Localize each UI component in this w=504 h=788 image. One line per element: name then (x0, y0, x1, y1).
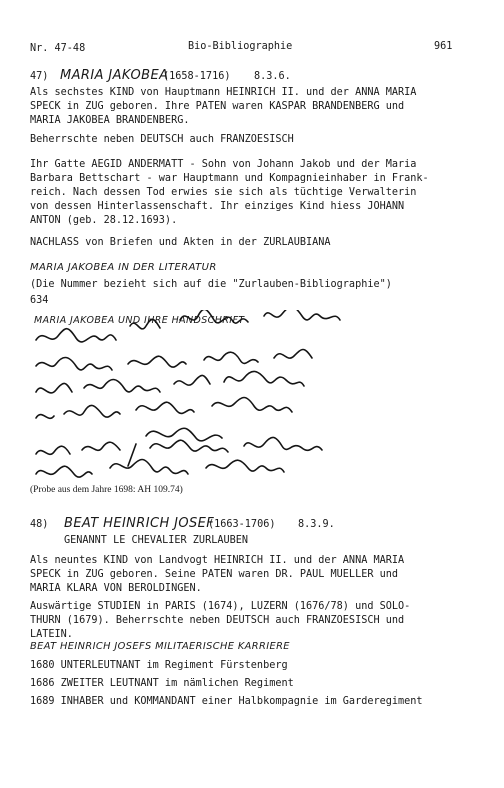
literature-note: (Die Nummer bezieht sich auf die "Zurlauben-Bibliographie") (30, 279, 392, 290)
text-line: ANTON (geb. 28.12.1693). (30, 215, 178, 226)
text-line: von dessen Hinterlassenschaft. Ihr einziges Kind hiess JOHANN (30, 201, 405, 212)
text-line: LATEIN. (30, 629, 73, 640)
career-heading: BEAT HEINRICH JOSEFS MILITAERISCHE KARRIERE (30, 641, 290, 652)
running-head-title: Bio-Bibliographie (188, 41, 293, 52)
page-number: 961 (434, 41, 453, 52)
handwriting-sample-image (26, 310, 478, 480)
entry-47-spouse-paragraph (30, 158, 476, 228)
running-head-left: Nr. 47-48 (30, 43, 86, 54)
entry-48-studies-paragraph (30, 600, 476, 642)
entry-47-birth-paragraph (30, 86, 476, 128)
text-line: MARIA JAKOBEA BRANDENBERG. (30, 115, 190, 126)
text-line: Beherrschte neben DEUTSCH auch FRANZOESISCH (30, 134, 294, 145)
career-item: 1686 ZWEITER LEUTNANT im nämlichen Regiment (30, 678, 294, 689)
text-line: Ihr Gatte AEGID ANDERMATT - Sohn von Johann Jakob und der Maria (30, 159, 417, 170)
text-line: SPECK in ZUG geboren. Ihre PATEN waren KASPAR BRANDENBERG und (30, 101, 405, 112)
entry-48-code: 8.3.9. (298, 519, 335, 530)
entry-47-name: MARIA JAKOBEA (60, 68, 169, 83)
entry-48-name: BEAT HEINRICH JOSEF (64, 516, 215, 531)
entry-47-nachlass (30, 236, 476, 250)
text-line: MARIA KLARA VON BEROLDINGEN. (30, 583, 202, 594)
text-line: NACHLASS von Briefen und Akten in der ZURLAUBIANA (30, 237, 331, 248)
career-item: 1680 UNTERLEUTNANT im Regiment Fürstenberg (30, 660, 288, 671)
entry-47-dates: (1658-1716) (163, 71, 231, 82)
text-line: Auswärtige STUDIEN in PARIS (1674), LUZERN (1676/78) und SOLO- (30, 601, 411, 612)
entry-48-birth-paragraph (30, 554, 476, 596)
career-item: 1689 INHABER und KOMMANDANT einer Halbkompagnie im Garderegiment (30, 696, 423, 707)
text-line: Als neuntes KIND von Landvogt HEINRICH II. und der ANNA MARIA (30, 555, 405, 566)
literature-number: 634 (30, 295, 49, 306)
handwriting-heading: MARIA JAKOBEA UND IHRE HANDSCHRIFT (34, 315, 245, 326)
entry-48-dates: (1663-1706) (208, 519, 276, 530)
entry-47-number: 47) (30, 71, 49, 82)
literature-heading: MARIA JAKOBEA IN DER LITERATUR (30, 262, 217, 273)
text-line: Als sechstes KIND von Hauptmann HEINRICH II. und der ANNA MARIA (30, 87, 417, 98)
handwriting-scan (26, 310, 478, 480)
handwriting-caption: (Probe aus dem Jahre 1698: AH 109.74) (30, 485, 183, 495)
entry-48-number: 48) (30, 519, 49, 530)
text-line: THURN (1679). Beherrschte neben DEUTSCH auch FRANZOESISCH und (30, 615, 405, 626)
text-line: Barbara Bettschart - war Hauptmann und Kompagnieinhaber in Frank- (30, 173, 429, 184)
entry-47-code: 8.3.6. (254, 71, 291, 82)
text-line: SPECK in ZUG geboren. Seine PATEN waren DR. PAUL MUELLER und (30, 569, 399, 580)
text-line: reich. Nach dessen Tod erwies sie sich als tüchtige Verwalterin (30, 187, 417, 198)
entry-48-subtitle: GENANNT LE CHEVALIER ZURLAUBEN (64, 535, 249, 546)
entry-47-languages (30, 133, 476, 147)
